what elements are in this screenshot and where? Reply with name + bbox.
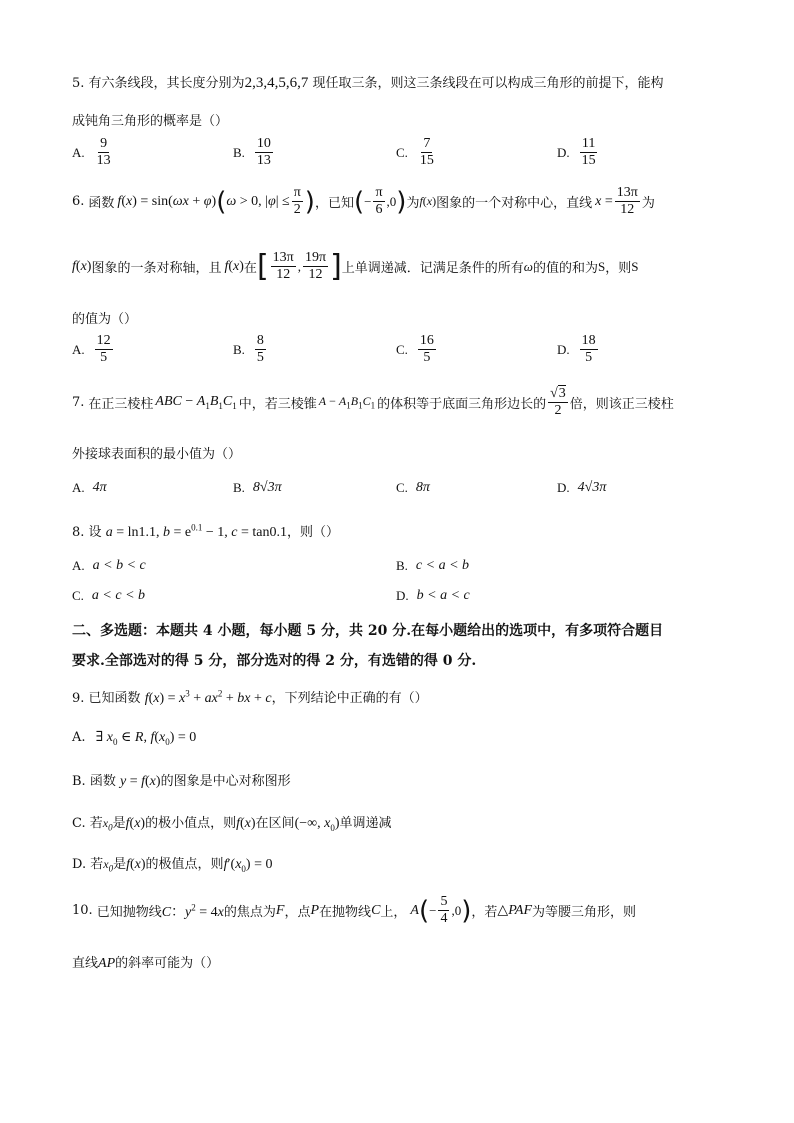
- q10-triangle: △PAF: [497, 903, 533, 919]
- option-text: 8π: [415, 480, 430, 495]
- option-label: A.: [72, 558, 85, 573]
- fraction: $\frac{\pi}{2}$: [293, 185, 301, 218]
- q6-text: ，则: [605, 261, 632, 277]
- option-text: 8√3π: [252, 480, 282, 495]
- option-text: 的图象是中心对称图形: [160, 774, 291, 789]
- option-text: 若: [90, 857, 104, 872]
- q6-text: S: [631, 258, 639, 274]
- fraction: $\frac{12}{5}$: [96, 333, 111, 366]
- q6-text: 的值的和为: [532, 261, 598, 277]
- option-math: f(x): [236, 816, 256, 831]
- fraction: $\frac{18}{5}$: [581, 333, 596, 366]
- q6-text: 上单调递减．记满足条件的所有: [341, 261, 524, 277]
- q6-line3: [72, 308, 137, 327]
- q5-option-a[interactable]: [72, 136, 115, 169]
- q7-option-d[interactable]: [557, 480, 606, 496]
- option-math: y = f(x): [119, 774, 161, 789]
- q7-line1: [72, 386, 674, 419]
- math-text: ,0: [386, 193, 397, 209]
- option-text: b < a < c: [416, 588, 470, 603]
- line-symbol: AP: [98, 956, 116, 971]
- q7-number: 7.: [72, 395, 85, 411]
- q5-text: 现任取三条，则这三条线段在可以构成三角形的前提下，能构: [312, 76, 664, 91]
- q6-line2: [72, 250, 638, 283]
- fraction: $\frac{7}{15}$: [419, 136, 434, 169]
- q8-number: 8.: [72, 525, 85, 540]
- option-label: C.: [396, 480, 408, 495]
- option-label: D.: [396, 588, 409, 603]
- q5-option-d[interactable]: [557, 136, 600, 169]
- q10-line1: [72, 894, 636, 927]
- q8-option-d[interactable]: [396, 588, 470, 604]
- q8-definitions: a = ln1.1, $b = e^{0.1} - 1$, c = tan0.1: [105, 522, 287, 540]
- q5-lengths: 2,3,4,5,6,7: [244, 75, 309, 91]
- fraction: $\frac{5}{4}$: [440, 894, 448, 927]
- q9-function-def: $f(x) = x^3 + ax^2$ + bx + c: [144, 688, 272, 706]
- q10-text: 的斜率可能为（）: [115, 956, 220, 971]
- q9-number: 9.: [72, 691, 85, 706]
- q6-text: 函数: [88, 196, 115, 212]
- q9-option-d[interactable]: [72, 853, 272, 874]
- option-text: 单调递减: [339, 816, 392, 831]
- q6-text: 为: [641, 196, 655, 212]
- option-math: $x_0$: [103, 857, 114, 874]
- option-label: D.: [557, 341, 570, 357]
- q7-option-a[interactable]: [72, 480, 107, 496]
- q6-text: S: [598, 258, 606, 274]
- fraction: $\frac{9}{13}$: [96, 136, 111, 169]
- q8-text: 设: [88, 525, 102, 540]
- option-text: c < a < b: [415, 558, 470, 573]
- option-text: 是: [113, 857, 127, 872]
- q7-prism: ABC − $A_1B_1C_1$: [155, 394, 237, 411]
- q10-text: 为等腰三角形，则: [532, 905, 637, 921]
- fraction: $\frac{8}{5}$: [256, 333, 264, 366]
- q6-fx: f(x): [419, 194, 437, 209]
- q6-option-d[interactable]: [557, 333, 600, 366]
- option-text: a < c < b: [91, 588, 146, 603]
- q9-text: ，下列结论中正确的有（）: [271, 691, 428, 706]
- option-math: f(x): [126, 857, 146, 872]
- section2-heading-line2: 要求.全部选对的得 5 分，部分选对的得 2 分，有选错的得 0 分.: [72, 653, 477, 669]
- q5-option-b[interactable]: [233, 136, 275, 169]
- q10-number: 10.: [72, 903, 93, 919]
- paren: ): [396, 186, 407, 217]
- q5-text: 有六条线段，其长度分别为: [88, 76, 245, 91]
- fraction: $\frac{19\pi}{12}$: [304, 250, 327, 283]
- q5-number: 5.: [72, 76, 85, 91]
- q6-number: 6.: [72, 194, 85, 210]
- fraction: $\frac{10}{13}$: [256, 136, 271, 169]
- q10-text: 上，: [380, 905, 407, 921]
- q10-text: 在抛物线: [319, 905, 372, 921]
- fraction: $\frac{13\pi}{12}$: [272, 250, 294, 283]
- q10-text: ，点: [284, 905, 311, 921]
- paren: ): [304, 186, 315, 217]
- section2-heading-line1: 二、多选题：本题共 4 小题，每小题 5 分，共 20 分.在每小题给出的选项中，有多项符合题目: [72, 623, 664, 639]
- paren: (: [353, 186, 365, 217]
- q5-option-c[interactable]: [396, 136, 438, 169]
- fraction: $\frac{\pi}{6}$: [375, 185, 383, 218]
- q7-text: 倍，则该正三棱柱: [569, 397, 674, 413]
- bracket: [: [256, 248, 269, 284]
- q7-line2: [72, 443, 241, 462]
- q10-text: 已知抛物线: [96, 905, 162, 921]
- math-text: ,: [297, 258, 301, 274]
- option-math: $x_0$: [102, 816, 113, 833]
- option-text: 4√3π: [577, 480, 607, 495]
- option-text: 的极值点，则: [145, 857, 224, 872]
- minus-sign: −: [364, 193, 372, 209]
- q7-pyramid: $A - A_1B_1C_1$: [318, 394, 376, 411]
- option-label: A.: [72, 730, 86, 745]
- option-label: B.: [233, 144, 245, 160]
- q6-option-c[interactable]: [396, 333, 438, 366]
- fraction: $\frac{13\pi}{12}$: [616, 185, 638, 218]
- q6-text: ，已知: [314, 196, 354, 212]
- option-text: 的极小值点，则: [145, 816, 237, 831]
- option-text: a < b < c: [92, 558, 146, 573]
- q10-text: 直线: [72, 956, 99, 971]
- option-label: C.: [72, 816, 86, 831]
- option-label: D.: [72, 857, 87, 872]
- q6-function-def: f(x) = sin(ωx + φ): [117, 193, 217, 209]
- option-label: B.: [233, 480, 245, 495]
- q8-text: ，则（）: [286, 525, 339, 540]
- q6-constraint: ω > 0, |φ| ≤: [226, 193, 290, 209]
- q10-line2: [72, 952, 219, 972]
- option-label: B.: [233, 341, 245, 357]
- q6-text: 图象的一条对称轴，且: [91, 261, 222, 277]
- q9-option-a[interactable]: [72, 729, 196, 747]
- option-text: 是: [112, 816, 126, 831]
- q9-option-b[interactable]: [72, 770, 291, 790]
- q8-option-c[interactable]: [72, 588, 145, 604]
- focus-symbol: F: [275, 902, 285, 918]
- q5-text: 成钝角三角形的概率是（）: [72, 114, 229, 129]
- q6-text: 的值为（）: [72, 312, 138, 327]
- math-text: ,0: [451, 902, 462, 918]
- q7-text: 在正三棱柱: [88, 397, 154, 413]
- paren: ): [461, 895, 472, 926]
- option-math: f(x): [125, 816, 146, 831]
- q6-text: 为: [406, 196, 420, 212]
- curve-symbol: C: [371, 902, 381, 918]
- option-math: $f'(x_0) = 0$: [223, 857, 273, 874]
- q10-text: ，若: [471, 905, 498, 921]
- option-math: ∃ $x_0$ ∈ R, $f(x_0) = 0$: [95, 730, 197, 747]
- q6-option-b[interactable]: [233, 333, 268, 366]
- q7-option-c[interactable]: [396, 480, 430, 496]
- q7-text: 外接球表面积的最小值为（）: [72, 447, 242, 462]
- q6-option-a[interactable]: [72, 333, 115, 366]
- q7-text: 的体积等于底面三角形边长的: [377, 397, 547, 413]
- q10-text: 的焦点为: [223, 905, 276, 921]
- q8-line1: [72, 521, 339, 541]
- q5-line1: [72, 72, 663, 92]
- q10-parabola: C：$y^2 = 4x$: [161, 901, 224, 920]
- paren: (: [418, 895, 430, 926]
- option-label: D.: [557, 144, 570, 160]
- option-label: A.: [72, 144, 85, 160]
- omega-symbol: ω: [523, 258, 533, 274]
- q9-text: 已知函数: [88, 691, 141, 706]
- fraction: $\frac{11}{15}$: [581, 136, 596, 169]
- option-text: 4π: [92, 480, 107, 495]
- paren: (: [216, 186, 227, 217]
- q8-option-a[interactable]: [72, 558, 146, 574]
- option-label: B.: [72, 774, 86, 789]
- option-label: C.: [396, 341, 408, 357]
- option-math: (−∞, $x_0$): [294, 816, 340, 833]
- option-text: 函数: [89, 774, 116, 789]
- fraction: $\frac{√3}{2}$: [550, 386, 566, 419]
- option-label: D.: [557, 480, 570, 495]
- option-text: 若: [89, 816, 103, 831]
- point-symbol: P: [310, 902, 320, 918]
- point-symbol: A: [410, 902, 419, 918]
- option-label: C.: [396, 144, 408, 160]
- option-label: B.: [396, 558, 408, 573]
- bracket: ]: [330, 248, 342, 284]
- q9-line1: [72, 687, 428, 707]
- q6-fx: f(x): [224, 258, 244, 274]
- q6-line-eq: x =: [595, 193, 613, 209]
- q8-option-b[interactable]: [396, 558, 469, 574]
- q5-line2: [72, 110, 228, 129]
- minus-sign: −: [429, 902, 437, 918]
- q9-option-c[interactable]: [72, 812, 392, 833]
- option-label: C.: [72, 588, 84, 603]
- q6-text: 图象的一个对称中心，直线: [436, 196, 593, 212]
- q7-text: 中，若三棱锥: [238, 397, 317, 413]
- option-label: A.: [72, 480, 85, 495]
- q6-line1: [72, 185, 655, 218]
- q7-option-b[interactable]: [233, 480, 282, 496]
- q6-text: 在: [243, 261, 257, 277]
- option-label: A.: [72, 341, 85, 357]
- fraction: $\frac{16}{5}$: [419, 333, 434, 366]
- option-text: 在区间: [255, 816, 295, 831]
- q6-fx: f(x): [72, 258, 92, 274]
